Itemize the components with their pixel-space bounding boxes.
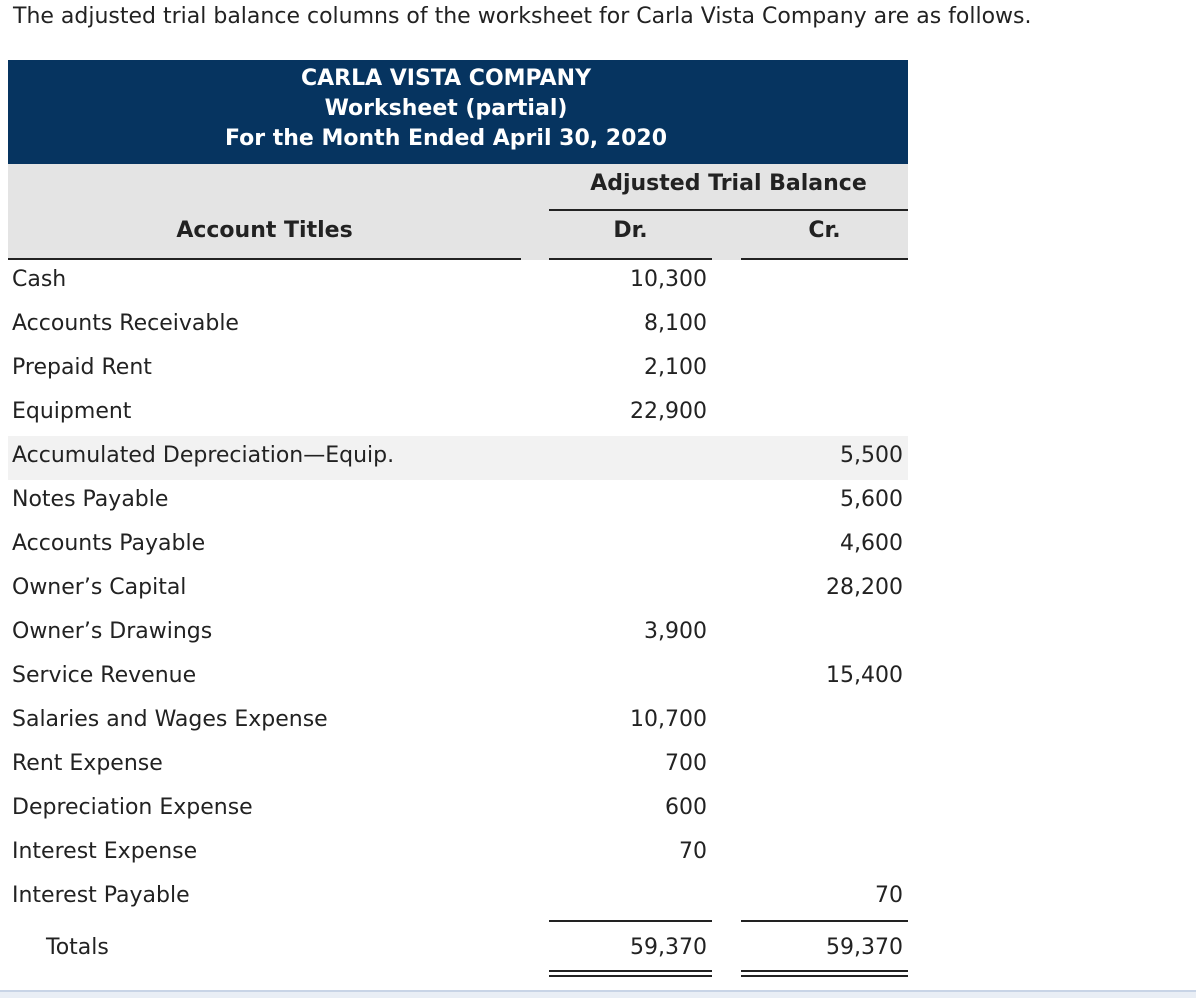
account-title: Salaries and Wages Expense: [12, 707, 328, 732]
account-title: Equipment: [12, 399, 132, 424]
bottom-border: [0, 990, 1196, 998]
debit-amount: 70: [679, 839, 707, 864]
debit-amount: 700: [665, 751, 707, 776]
account-title: Depreciation Expense: [12, 795, 253, 820]
account-title: Prepaid Rent: [12, 355, 152, 380]
account-title: Cash: [12, 267, 67, 292]
totals-label: Totals: [46, 935, 109, 960]
debit-amount: 10,700: [630, 707, 707, 732]
table-row: [8, 876, 908, 920]
table-row: [8, 436, 908, 480]
worksheet-title: Worksheet (partial): [324, 96, 568, 121]
table-row: [8, 832, 908, 876]
account-rows: [8, 260, 908, 920]
account-title: Accounts Receivable: [12, 311, 239, 336]
header-divider: [549, 209, 908, 211]
table-row: [8, 348, 908, 392]
table-row: [8, 656, 908, 700]
table-row: [8, 260, 908, 304]
credit-header: Cr.: [808, 218, 841, 243]
credit-amount: 15,400: [826, 663, 903, 688]
company-name: CARLA VISTA COMPANY: [300, 66, 592, 91]
table-row: [8, 392, 908, 436]
account-title: Accounts Payable: [12, 531, 206, 556]
account-title: Owner’s Capital: [12, 575, 187, 600]
credit-amount: 28,200: [826, 575, 903, 600]
account-title: Accumulated Depreciation—Equip.: [12, 443, 395, 468]
table-row: [8, 700, 908, 744]
totals-row: [8, 920, 908, 980]
table-row: [8, 788, 908, 832]
debit-amount: 10,300: [630, 267, 707, 292]
credit-amount: 5,600: [840, 487, 903, 512]
account-title: Interest Payable: [12, 883, 190, 908]
table-row: [8, 304, 908, 348]
debit-double-rule-top: [549, 970, 712, 972]
debit-amount: 3,900: [644, 619, 707, 644]
credit-amount: 4,600: [840, 531, 903, 556]
credit-double-rule-bottom: [741, 975, 908, 977]
credit-total: 59,370: [826, 935, 903, 960]
debit-header: Dr.: [613, 218, 648, 243]
credit-amount: 70: [875, 883, 903, 908]
debit-amount: 8,100: [644, 311, 707, 336]
credit-total-rule: [741, 920, 908, 922]
intro-text: The adjusted trial balance columns of the worksheet for Carla Vista Company are as follows.: [13, 4, 1032, 29]
adjusted-trial-balance-header: Adjusted Trial Balance: [590, 171, 867, 196]
account-title: Owner’s Drawings: [12, 619, 213, 644]
debit-total-rule: [549, 920, 712, 922]
worksheet-period: For the Month Ended April 30, 2020: [224, 126, 668, 151]
column-header: [8, 164, 908, 260]
worksheet-banner: [8, 60, 908, 164]
worksheet-table: [8, 60, 908, 980]
debit-double-rule-bottom: [549, 975, 712, 977]
table-row: [8, 568, 908, 612]
credit-double-rule-top: [741, 970, 908, 972]
table-row: [8, 612, 908, 656]
debit-amount: 2,100: [644, 355, 707, 380]
table-row: [8, 480, 908, 524]
debit-amount: 600: [665, 795, 707, 820]
debit-amount: 22,900: [630, 399, 707, 424]
account-title: Notes Payable: [12, 487, 169, 512]
credit-amount: 5,500: [840, 443, 903, 468]
account-title: Service Revenue: [12, 663, 197, 688]
account-title: Rent Expense: [12, 751, 163, 776]
account-titles-header: Account Titles: [176, 218, 353, 243]
table-row: [8, 524, 908, 568]
debit-total: 59,370: [630, 935, 707, 960]
table-row: [8, 744, 908, 788]
account-title: Interest Expense: [12, 839, 198, 864]
